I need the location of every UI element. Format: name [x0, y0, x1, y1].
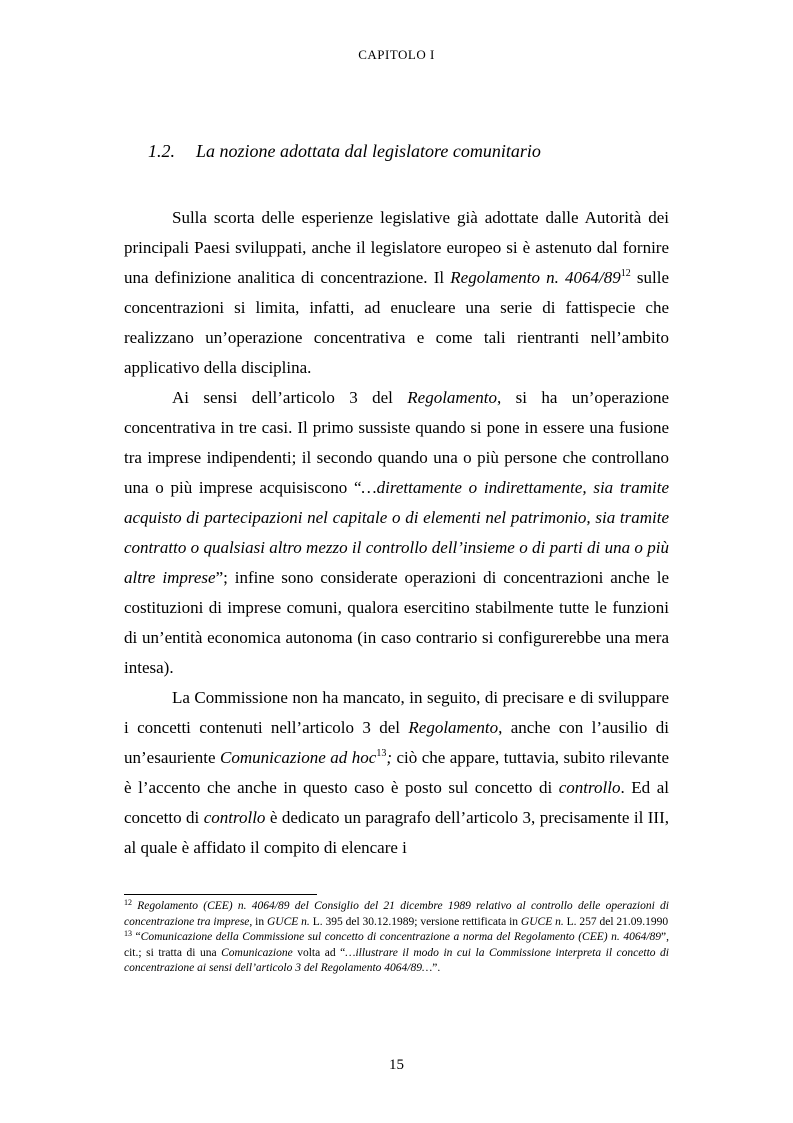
text-run: volta ad “: [292, 946, 346, 959]
text-run: ciò che appare, tuttavia, subito rilevante è l’accento che anche in questo caso è posto sul concetto di: [124, 748, 669, 797]
text-run: Sulla scorta delle esperienze legislative già adottate dalle Autorità dei principali Paesi sviluppati, anche il legislatore europeo si è astenuto dal fornire una definizione analitica di concentrazione. Il: [124, 208, 669, 287]
footnotes: [124, 899, 669, 977]
paragraph-3: [124, 683, 669, 863]
footnote-number: 13: [124, 929, 132, 938]
text-run: ”, cit.; si tratta di una: [124, 931, 669, 959]
footnote-separator: [124, 894, 317, 895]
text-run: “: [132, 931, 141, 943]
footnote-ref-12[interactable]: 12: [620, 268, 631, 279]
text-run: Ai sensi dell’articolo 3 del: [172, 388, 408, 407]
text-run: …illustrare il modo in cui la Commissione interpreta il concetto di concentrazione ai sensi dell’articolo 3 del Regolamento 4064/89…: [124, 946, 669, 974]
text-run: L. 395 del 30.12.1989; versione rettificata in: [309, 915, 521, 928]
text-run: è dedicato un paragrafo dell’articolo 3, precisamente il III, al quale è affidato il compito di elencare i: [124, 808, 669, 857]
regulation-ref: Regolamento: [407, 388, 497, 407]
chapter-header: CAPITOLO I: [358, 47, 435, 62]
section-title: La nozione adottata dal legislatore comunitario: [196, 141, 541, 161]
text-run: sulle concentrazioni si limita, infatti, ad enucleare una serie di fattispecie che realizzano un’operazione concentrativa e come tali rientranti nell’ambito applicativo della disciplina.: [124, 268, 670, 377]
text-run: Comunicazione della Commissione sul concetto di concentrazione a norma del Regolamento (CEE) n. 4064/89: [140, 931, 662, 943]
communication-ref: Comunicazione ad hoc: [220, 748, 377, 767]
footnote-number: 12: [124, 898, 132, 907]
text-run: in: [252, 915, 267, 928]
text-run: Regolamento (CEE) n. 4064/89 del Consiglio del 21 dicembre 1989 relativo al controllo delle operazioni di concentrazione tra imprese,: [124, 900, 669, 928]
regulation-title: Regolamento n. 4064/89: [450, 268, 621, 287]
body-text: [124, 203, 669, 863]
text-run: ”.: [432, 962, 441, 974]
text-run: ”; infine sono considerate operazioni di concentrazioni anche le costituzioni di imprese comuni, qualora esercitino stabilmente tutte le funzioni di un’entità economica autonoma (in caso contrario si configurerebbe una mera intesa).: [124, 568, 670, 677]
text-run: , anche con l’ausilio di un’esauriente: [124, 718, 669, 767]
section-heading: [148, 141, 541, 162]
footnote-ref-13[interactable]: 13: [376, 748, 387, 759]
text-run: , si ha un’operazione concentrativa in tre casi. Il primo sussiste quando si pone in essere una fusione tra imprese indipendenti; il secondo quando una o più persone che controllano una o più imprese acquisiscono “: [124, 388, 669, 497]
text-run: . Ed al concetto di: [124, 778, 669, 827]
footnote-12: [124, 899, 669, 930]
section-number: 1.2.: [148, 141, 175, 161]
text-run: GUCE n.: [520, 915, 564, 928]
paragraph-2: [124, 383, 669, 683]
quotation: …direttamente o indirettamente, sia tramite acquisto di partecipazioni nel capitale o di elementi nel patrimonio, sia tramite contratto o qualsiasi altro mezzo il controllo dell’insieme o di parti di una o più altre imprese: [124, 478, 669, 587]
italic-punct: ;: [386, 748, 392, 767]
text-run: Comunicazione: [221, 946, 293, 959]
footnote-13: [124, 930, 669, 977]
term-controllo: controllo: [203, 808, 266, 827]
regulation-ref: Regolamento: [408, 718, 499, 737]
page-number: 15: [389, 1057, 404, 1073]
text-run: La Commissione non ha mancato, in seguito, di precisare e di sviluppare i concetti contenuti nell’articolo 3 del: [124, 688, 669, 737]
text-run: GUCE n.: [267, 915, 310, 928]
paragraph-1: [124, 203, 669, 383]
term-controllo: controllo: [558, 778, 621, 797]
text-run: L. 257 del 21.09.1990: [563, 915, 669, 928]
